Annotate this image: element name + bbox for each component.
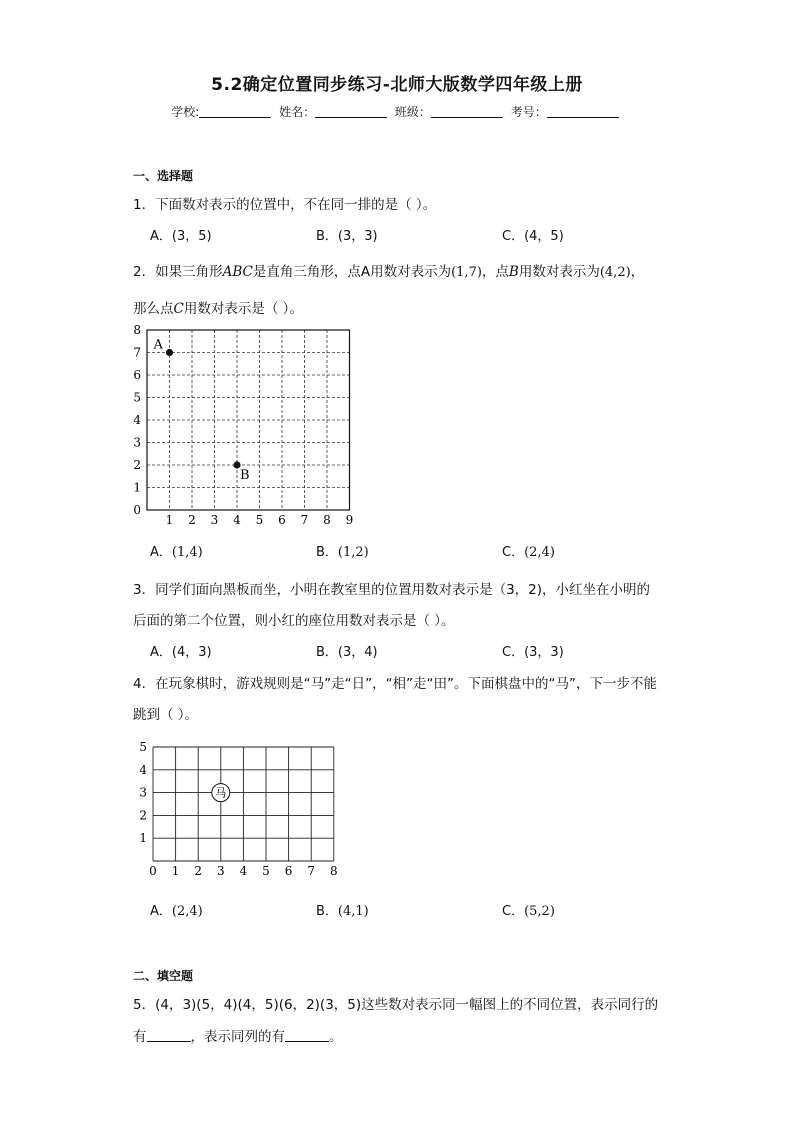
q2-text-d: 用数对表示为 bbox=[518, 264, 600, 280]
q1-option-b[interactable]: B．(3，3) bbox=[316, 229, 378, 244]
q2-coordinate-grid bbox=[128, 318, 368, 533]
q4-option-c-coord: (5,2) bbox=[524, 904, 555, 919]
point-a-dot bbox=[166, 349, 173, 356]
name-label: 姓名： bbox=[279, 105, 316, 119]
horse-piece-label: 马 bbox=[215, 786, 227, 800]
q2-option-b-label: B． bbox=[316, 545, 338, 560]
class-blank[interactable] bbox=[431, 105, 503, 118]
q4-option-a-label: A． bbox=[150, 904, 172, 919]
q2-option-c-label: C． bbox=[502, 545, 525, 560]
question-2-line-1 bbox=[133, 260, 644, 280]
q2-option-a-coord: (1,4) bbox=[171, 545, 203, 560]
x-tick-label: 4 bbox=[233, 513, 241, 527]
q2-coord-b: (4,2) bbox=[599, 265, 631, 280]
q2-text-b: 是直角三角形，点A用数对表示为 bbox=[252, 264, 452, 280]
q3-option-b[interactable]: B．(3，4) bbox=[316, 645, 378, 660]
x-tick-label: 5 bbox=[262, 864, 270, 878]
q4-option-a-coord: (2,4) bbox=[171, 904, 203, 919]
q3-option-a[interactable]: A．(4，3) bbox=[150, 645, 212, 660]
q4-option-b-coord: (4,1) bbox=[337, 904, 369, 919]
x-tick-label: 3 bbox=[210, 513, 219, 527]
q3-option-c[interactable]: C．(3，3) bbox=[502, 645, 564, 660]
question-5-line-1: 5．(4，3)(5，4)(4，5)(6，2)(3，5)这些数对表示同一幅图上的不同位置，表示同行的 bbox=[133, 997, 659, 1013]
school-label: 学校: bbox=[171, 105, 200, 119]
q2-option-b-coord: (1,2) bbox=[337, 545, 369, 560]
q2-text-g: 用数对表示是（ ）。 bbox=[183, 301, 303, 317]
student-info-row bbox=[0, 103, 794, 120]
q2-option-a[interactable] bbox=[150, 541, 203, 560]
q2-point-c-name: C bbox=[173, 301, 184, 317]
class-label: 班级： bbox=[394, 105, 431, 119]
point-a-label: A bbox=[153, 337, 163, 353]
question-4-line-1: 4．在玩象棋时，游戏规则是“马”走“日”，“相”走“田”。下面棋盘中的“马”，下一步不能 bbox=[133, 676, 658, 692]
x-tick-label: 1 bbox=[165, 513, 174, 527]
q5-same-row-blank[interactable] bbox=[147, 1029, 191, 1042]
q4-chessboard-grid bbox=[138, 738, 348, 878]
q2-option-a-label: A． bbox=[150, 545, 172, 560]
q2-option-c-coord: (2,4) bbox=[524, 545, 555, 560]
q2-point-b-name: B bbox=[508, 264, 519, 280]
q2-text-c: ，点 bbox=[481, 264, 509, 280]
q1-option-a[interactable]: A．(3，5) bbox=[150, 229, 212, 244]
question-3-line-2: 后面的第二个位置，则小红的座位用数对表示是（ ）。 bbox=[133, 613, 455, 629]
q2-text-e: ， bbox=[630, 264, 645, 280]
y-tick-label: 2 bbox=[139, 808, 147, 823]
question-5-line-2 bbox=[133, 1025, 343, 1045]
x-tick-label: 6 bbox=[284, 864, 293, 878]
q2-text-f: 那么点 bbox=[133, 301, 174, 317]
x-tick-label: 8 bbox=[323, 513, 331, 527]
y-tick-label: 6 bbox=[133, 368, 141, 382]
x-tick-label: 7 bbox=[300, 513, 309, 527]
exam-number-blank[interactable] bbox=[547, 105, 619, 118]
x-tick-label: 0 bbox=[149, 864, 157, 878]
question-1-text: 1．下面数对表示的位置中，不在同一排的是（ ）。 bbox=[133, 197, 437, 213]
q2-option-b[interactable] bbox=[316, 541, 369, 560]
x-tick-label: 5 bbox=[255, 513, 264, 527]
q4-option-b[interactable] bbox=[316, 900, 369, 919]
point-b-label: B bbox=[240, 468, 250, 483]
y-tick-label: 1 bbox=[139, 831, 147, 846]
page-title: 5.2确定位置同步练习-北师大版数学四年级上册 bbox=[211, 75, 583, 95]
section-choice-title: 一、选择题 bbox=[133, 169, 194, 183]
y-tick-label: 3 bbox=[139, 785, 147, 800]
question-2-line-2 bbox=[133, 297, 303, 317]
y-tick-label: 3 bbox=[133, 435, 141, 450]
q4-option-c-label: C． bbox=[502, 904, 525, 919]
y-tick-label: 8 bbox=[133, 323, 141, 337]
x-tick-label: 2 bbox=[188, 513, 196, 527]
q4-option-c[interactable] bbox=[502, 900, 555, 919]
section-fill-blank-title: 二、填空题 bbox=[133, 969, 194, 983]
q4-option-b-label: B． bbox=[316, 904, 338, 919]
x-tick-label: 6 bbox=[278, 513, 286, 527]
x-tick-label: 9 bbox=[345, 513, 354, 527]
x-tick-label: 4 bbox=[239, 864, 248, 878]
q5-text-a: 有 bbox=[133, 1029, 147, 1045]
exam-number-label: 考号： bbox=[510, 105, 547, 119]
q4-option-a[interactable] bbox=[150, 900, 203, 919]
y-tick-label: 4 bbox=[139, 762, 147, 777]
q2-triangle-name: ABC bbox=[222, 264, 253, 280]
x-tick-label: 7 bbox=[307, 864, 316, 878]
y-tick-label: 0 bbox=[133, 503, 141, 517]
q2-option-c[interactable] bbox=[502, 541, 555, 560]
q2-text-a: 2．如果三角形 bbox=[133, 264, 223, 280]
y-tick-label: 5 bbox=[133, 390, 141, 405]
q2-coord-a: (1,7) bbox=[451, 265, 482, 280]
q5-text-b: ，表示同列的有 bbox=[190, 1029, 285, 1045]
q5-same-column-blank[interactable] bbox=[285, 1029, 329, 1042]
y-tick-label: 1 bbox=[133, 480, 141, 495]
x-tick-label: 3 bbox=[216, 864, 225, 878]
y-tick-label: 2 bbox=[133, 458, 141, 472]
y-tick-label: 5 bbox=[139, 740, 147, 754]
school-blank[interactable] bbox=[199, 105, 271, 118]
y-tick-label: 7 bbox=[133, 345, 141, 360]
x-tick-label: 2 bbox=[194, 864, 203, 878]
y-tick-label: 4 bbox=[133, 413, 141, 427]
x-tick-label: 1 bbox=[171, 864, 180, 878]
x-tick-label: 8 bbox=[329, 864, 338, 878]
q5-text-c: 。 bbox=[329, 1029, 343, 1045]
q1-option-c[interactable]: C．(4，5) bbox=[502, 229, 564, 244]
question-3-line-1: 3．同学们面向黑板而坐，小明在教室里的位置用数对表示是（3，2)，小红坐在小明的 bbox=[133, 582, 651, 598]
name-blank[interactable] bbox=[315, 105, 387, 118]
question-4-line-2: 跳到（ ）。 bbox=[133, 707, 199, 723]
